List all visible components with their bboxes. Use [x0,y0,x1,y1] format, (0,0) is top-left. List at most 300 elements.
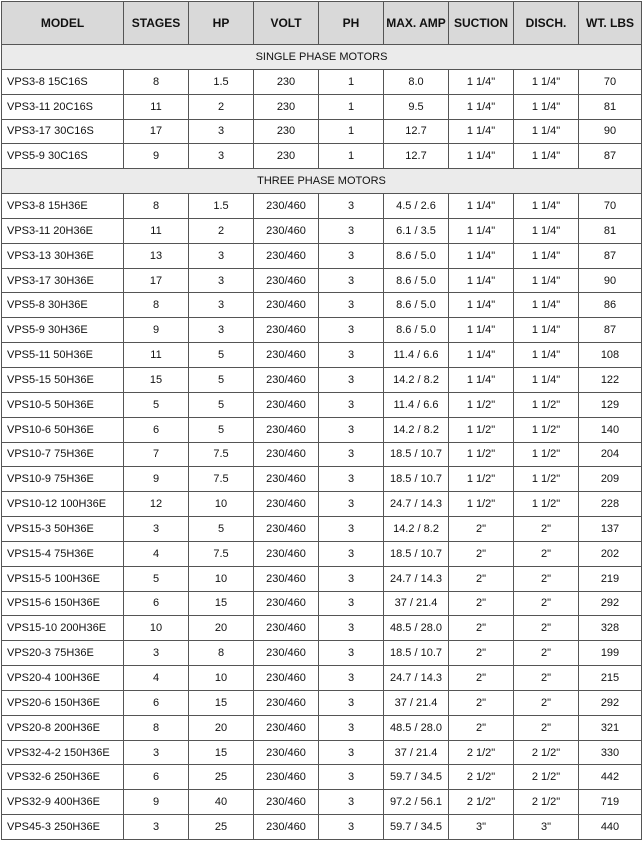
table-row [2,740,642,765]
cell-wt-lbs: 440 [579,815,642,840]
header-wt-lbs: WT. LBS [579,2,642,45]
cell-ph: 3 [319,616,384,641]
cell-disch: 1 1/4" [514,293,579,318]
cell-model: VPS10-12 100H36E [2,492,124,517]
cell-ph: 3 [319,715,384,740]
cell-stages: 11 [124,343,189,368]
cell-model: VPS32-9 400H36E [2,790,124,815]
cell-suction: 2" [449,566,514,591]
cell-volt: 230/460 [254,392,319,417]
cell-wt-lbs: 86 [579,293,642,318]
cell-stages: 15 [124,367,189,392]
header-ph: PH [319,2,384,45]
cell-max-amp: 18.5 / 10.7 [384,641,449,666]
cell-volt: 230 [254,144,319,169]
cell-max-amp: 37 / 21.4 [384,690,449,715]
cell-suction: 3" [449,815,514,840]
cell-volt: 230/460 [254,243,319,268]
cell-suction: 1 1/4" [449,343,514,368]
cell-wt-lbs: 292 [579,690,642,715]
cell-wt-lbs: 442 [579,765,642,790]
cell-max-amp: 37 / 21.4 [384,740,449,765]
cell-max-amp: 14.2 / 8.2 [384,417,449,442]
header-disch: DISCH. [514,2,579,45]
cell-stages: 9 [124,790,189,815]
cell-max-amp: 24.7 / 14.3 [384,492,449,517]
cell-volt: 230/460 [254,566,319,591]
cell-stages: 9 [124,144,189,169]
table-row [2,690,642,715]
cell-disch: 2 1/2" [514,740,579,765]
cell-disch: 1 1/4" [514,218,579,243]
cell-volt: 230/460 [254,293,319,318]
cell-ph: 3 [319,492,384,517]
cell-suction: 1 1/4" [449,194,514,219]
header-suction: SUCTION [449,2,514,45]
cell-model: VPS15-4 75H36E [2,541,124,566]
section-header-row [2,45,642,70]
cell-max-amp: 59.7 / 34.5 [384,815,449,840]
cell-disch: 1 1/4" [514,69,579,94]
cell-max-amp: 48.5 / 28.0 [384,715,449,740]
cell-volt: 230/460 [254,690,319,715]
cell-suction: 1 1/2" [449,442,514,467]
section-title: THREE PHASE MOTORS [2,169,642,194]
table-row [2,367,642,392]
cell-stages: 17 [124,268,189,293]
cell-hp: 40 [189,790,254,815]
cell-max-amp: 37 / 21.4 [384,591,449,616]
cell-max-amp: 11.4 / 6.6 [384,392,449,417]
table-row [2,293,642,318]
table-row [2,566,642,591]
table-row [2,417,642,442]
cell-volt: 230/460 [254,218,319,243]
cell-suction: 1 1/4" [449,243,514,268]
cell-wt-lbs: 140 [579,417,642,442]
cell-disch: 1 1/4" [514,243,579,268]
cell-max-amp: 59.7 / 34.5 [384,765,449,790]
cell-hp: 3 [189,268,254,293]
cell-max-amp: 18.5 / 10.7 [384,442,449,467]
cell-volt: 230/460 [254,641,319,666]
cell-ph: 3 [319,318,384,343]
cell-disch: 2" [514,591,579,616]
cell-ph: 3 [319,243,384,268]
cell-stages: 8 [124,194,189,219]
cell-model: VPS3-13 30H36E [2,243,124,268]
cell-model: VPS3-17 30C16S [2,119,124,144]
cell-hp: 7.5 [189,467,254,492]
cell-wt-lbs: 719 [579,790,642,815]
cell-model: VPS20-3 75H36E [2,641,124,666]
section-title: SINGLE PHASE MOTORS [2,45,642,70]
cell-stages: 3 [124,815,189,840]
cell-wt-lbs: 122 [579,367,642,392]
cell-wt-lbs: 81 [579,94,642,119]
cell-suction: 1 1/4" [449,293,514,318]
cell-model: VPS5-9 30C16S [2,144,124,169]
cell-model: VPS32-6 250H36E [2,765,124,790]
cell-suction: 2" [449,541,514,566]
cell-wt-lbs: 330 [579,740,642,765]
table-row [2,467,642,492]
cell-max-amp: 97.2 / 56.1 [384,790,449,815]
cell-suction: 1 1/4" [449,218,514,243]
table-row [2,492,642,517]
table-row [2,815,642,840]
cell-suction: 1 1/4" [449,94,514,119]
table-row [2,591,642,616]
cell-stages: 5 [124,392,189,417]
cell-model: VPS10-6 50H36E [2,417,124,442]
cell-model: VPS5-15 50H36E [2,367,124,392]
cell-ph: 3 [319,467,384,492]
cell-disch: 2" [514,666,579,691]
cell-stages: 5 [124,566,189,591]
cell-stages: 8 [124,293,189,318]
cell-max-amp: 12.7 [384,119,449,144]
table-row [2,119,642,144]
cell-hp: 3 [189,119,254,144]
cell-suction: 2 1/2" [449,790,514,815]
cell-disch: 1 1/4" [514,194,579,219]
cell-wt-lbs: 90 [579,268,642,293]
table-row [2,517,642,542]
cell-stages: 9 [124,467,189,492]
cell-max-amp: 12.7 [384,144,449,169]
cell-model: VPS3-8 15H36E [2,194,124,219]
cell-suction: 2 1/2" [449,765,514,790]
cell-disch: 2" [514,690,579,715]
table-row [2,69,642,94]
cell-wt-lbs: 321 [579,715,642,740]
cell-suction: 1 1/2" [449,417,514,442]
cell-stages: 8 [124,69,189,94]
cell-model: VPS3-11 20C16S [2,94,124,119]
cell-hp: 3 [189,318,254,343]
section-header-row [2,169,642,194]
cell-disch: 2" [514,641,579,666]
cell-max-amp: 8.6 / 5.0 [384,318,449,343]
cell-suction: 1 1/2" [449,392,514,417]
cell-ph: 3 [319,293,384,318]
cell-wt-lbs: 202 [579,541,642,566]
cell-suction: 2" [449,690,514,715]
header-hp: HP [189,2,254,45]
cell-volt: 230/460 [254,591,319,616]
cell-hp: 3 [189,243,254,268]
cell-volt: 230/460 [254,616,319,641]
cell-ph: 3 [319,367,384,392]
cell-volt: 230/460 [254,715,319,740]
cell-suction: 1 1/4" [449,367,514,392]
table-header [2,2,642,45]
table-row [2,392,642,417]
cell-disch: 2" [514,715,579,740]
cell-max-amp: 24.7 / 14.3 [384,666,449,691]
table-row [2,442,642,467]
cell-disch: 2" [514,566,579,591]
cell-volt: 230/460 [254,765,319,790]
cell-ph: 3 [319,517,384,542]
cell-hp: 10 [189,666,254,691]
cell-ph: 3 [319,690,384,715]
table-row [2,641,642,666]
cell-wt-lbs: 108 [579,343,642,368]
cell-ph: 3 [319,268,384,293]
cell-ph: 1 [319,144,384,169]
cell-model: VPS5-9 30H36E [2,318,124,343]
cell-model: VPS20-6 150H36E [2,690,124,715]
cell-hp: 3 [189,293,254,318]
cell-max-amp: 48.5 / 28.0 [384,616,449,641]
cell-volt: 230/460 [254,343,319,368]
cell-max-amp: 11.4 / 6.6 [384,343,449,368]
cell-hp: 25 [189,765,254,790]
header-row [2,2,642,45]
table-row [2,790,642,815]
cell-disch: 2" [514,616,579,641]
cell-hp: 10 [189,566,254,591]
cell-max-amp: 14.2 / 8.2 [384,367,449,392]
cell-suction: 2 1/2" [449,740,514,765]
cell-suction: 2" [449,591,514,616]
cell-wt-lbs: 87 [579,144,642,169]
cell-stages: 6 [124,417,189,442]
cell-disch: 2" [514,541,579,566]
spec-table-container [1,1,641,840]
table-row [2,144,642,169]
cell-max-amp: 18.5 / 10.7 [384,467,449,492]
cell-max-amp: 18.5 / 10.7 [384,541,449,566]
cell-model: VPS45-3 250H36E [2,815,124,840]
cell-suction: 1 1/4" [449,144,514,169]
cell-volt: 230/460 [254,417,319,442]
cell-disch: 1 1/4" [514,318,579,343]
cell-wt-lbs: 204 [579,442,642,467]
cell-hp: 7.5 [189,442,254,467]
cell-volt: 230/460 [254,541,319,566]
cell-disch: 1 1/4" [514,268,579,293]
cell-wt-lbs: 137 [579,517,642,542]
cell-ph: 3 [319,740,384,765]
cell-volt: 230 [254,119,319,144]
cell-wt-lbs: 90 [579,119,642,144]
cell-stages: 4 [124,666,189,691]
cell-hp: 5 [189,367,254,392]
cell-disch: 1 1/4" [514,343,579,368]
cell-stages: 3 [124,517,189,542]
header-max-amp: MAX. AMP [384,2,449,45]
cell-suction: 2" [449,666,514,691]
cell-disch: 1 1/2" [514,392,579,417]
cell-hp: 1.5 [189,69,254,94]
cell-max-amp: 24.7 / 14.3 [384,566,449,591]
table-row [2,194,642,219]
cell-model: VPS15-6 150H36E [2,591,124,616]
cell-suction: 1 1/4" [449,318,514,343]
cell-hp: 5 [189,517,254,542]
cell-stages: 3 [124,740,189,765]
cell-model: VPS3-8 15C16S [2,69,124,94]
cell-stages: 3 [124,641,189,666]
cell-model: VPS3-11 20H36E [2,218,124,243]
cell-hp: 15 [189,740,254,765]
cell-hp: 15 [189,591,254,616]
cell-hp: 15 [189,690,254,715]
cell-ph: 3 [319,541,384,566]
cell-suction: 1 1/2" [449,467,514,492]
cell-stages: 12 [124,492,189,517]
cell-wt-lbs: 81 [579,218,642,243]
cell-volt: 230 [254,69,319,94]
cell-wt-lbs: 215 [579,666,642,691]
cell-disch: 3" [514,815,579,840]
cell-model: VPS15-5 100H36E [2,566,124,591]
cell-wt-lbs: 219 [579,566,642,591]
table-row [2,268,642,293]
cell-volt: 230/460 [254,268,319,293]
cell-suction: 2" [449,517,514,542]
cell-wt-lbs: 328 [579,616,642,641]
cell-volt: 230/460 [254,666,319,691]
cell-max-amp: 6.1 / 3.5 [384,218,449,243]
cell-model: VPS10-7 75H36E [2,442,124,467]
cell-stages: 11 [124,94,189,119]
cell-hp: 20 [189,715,254,740]
cell-hp: 5 [189,392,254,417]
cell-volt: 230/460 [254,194,319,219]
cell-stages: 10 [124,616,189,641]
cell-stages: 8 [124,715,189,740]
cell-wt-lbs: 70 [579,69,642,94]
cell-wt-lbs: 87 [579,318,642,343]
cell-wt-lbs: 228 [579,492,642,517]
cell-disch: 1 1/2" [514,442,579,467]
cell-volt: 230/460 [254,815,319,840]
cell-ph: 1 [319,94,384,119]
cell-hp: 10 [189,492,254,517]
cell-volt: 230/460 [254,740,319,765]
cell-stages: 13 [124,243,189,268]
cell-max-amp: 8.6 / 5.0 [384,243,449,268]
cell-wt-lbs: 87 [579,243,642,268]
cell-wt-lbs: 209 [579,467,642,492]
cell-max-amp: 9.5 [384,94,449,119]
cell-max-amp: 8.6 / 5.0 [384,268,449,293]
table-row [2,343,642,368]
cell-model: VPS5-8 30H36E [2,293,124,318]
cell-ph: 3 [319,666,384,691]
cell-wt-lbs: 199 [579,641,642,666]
cell-volt: 230/460 [254,367,319,392]
cell-ph: 3 [319,392,384,417]
cell-model: VPS20-4 100H36E [2,666,124,691]
cell-disch: 1 1/4" [514,144,579,169]
table-row [2,94,642,119]
pump-spec-table [1,1,642,840]
cell-disch: 1 1/4" [514,367,579,392]
cell-suction: 2" [449,715,514,740]
cell-stages: 9 [124,318,189,343]
cell-disch: 1 1/2" [514,492,579,517]
table-row [2,765,642,790]
cell-max-amp: 4.5 / 2.6 [384,194,449,219]
cell-model: VPS20-8 200H36E [2,715,124,740]
cell-stages: 6 [124,690,189,715]
header-stages: STAGES [124,2,189,45]
cell-hp: 1.5 [189,194,254,219]
table-row [2,666,642,691]
table-row [2,541,642,566]
cell-stages: 11 [124,218,189,243]
table-row [2,243,642,268]
header-volt: VOLT [254,2,319,45]
cell-suction: 1 1/4" [449,119,514,144]
cell-volt: 230/460 [254,318,319,343]
cell-suction: 1 1/2" [449,492,514,517]
cell-suction: 1 1/4" [449,268,514,293]
cell-wt-lbs: 70 [579,194,642,219]
table-row [2,318,642,343]
cell-ph: 3 [319,815,384,840]
cell-stages: 4 [124,541,189,566]
cell-disch: 1 1/4" [514,119,579,144]
cell-model: VPS10-9 75H36E [2,467,124,492]
cell-ph: 3 [319,641,384,666]
cell-hp: 7.5 [189,541,254,566]
table-row [2,616,642,641]
cell-model: VPS3-17 30H36E [2,268,124,293]
cell-volt: 230/460 [254,517,319,542]
cell-stages: 6 [124,591,189,616]
cell-ph: 3 [319,417,384,442]
table-body [2,45,642,840]
cell-hp: 5 [189,343,254,368]
cell-ph: 1 [319,69,384,94]
cell-hp: 2 [189,218,254,243]
cell-hp: 8 [189,641,254,666]
cell-ph: 3 [319,194,384,219]
cell-suction: 2" [449,641,514,666]
cell-model: VPS15-10 200H36E [2,616,124,641]
cell-max-amp: 8.0 [384,69,449,94]
cell-ph: 3 [319,442,384,467]
cell-hp: 3 [189,144,254,169]
cell-stages: 6 [124,765,189,790]
table-row [2,218,642,243]
header-model: MODEL [2,2,124,45]
table-row [2,715,642,740]
cell-disch: 2 1/2" [514,790,579,815]
cell-max-amp: 14.2 / 8.2 [384,517,449,542]
cell-disch: 1 1/2" [514,417,579,442]
cell-wt-lbs: 129 [579,392,642,417]
cell-hp: 2 [189,94,254,119]
cell-ph: 3 [319,765,384,790]
cell-model: VPS10-5 50H36E [2,392,124,417]
cell-ph: 3 [319,591,384,616]
cell-model: VPS15-3 50H36E [2,517,124,542]
cell-ph: 3 [319,790,384,815]
cell-hp: 20 [189,616,254,641]
cell-volt: 230/460 [254,492,319,517]
cell-ph: 3 [319,218,384,243]
cell-max-amp: 8.6 / 5.0 [384,293,449,318]
cell-volt: 230/460 [254,442,319,467]
cell-stages: 17 [124,119,189,144]
